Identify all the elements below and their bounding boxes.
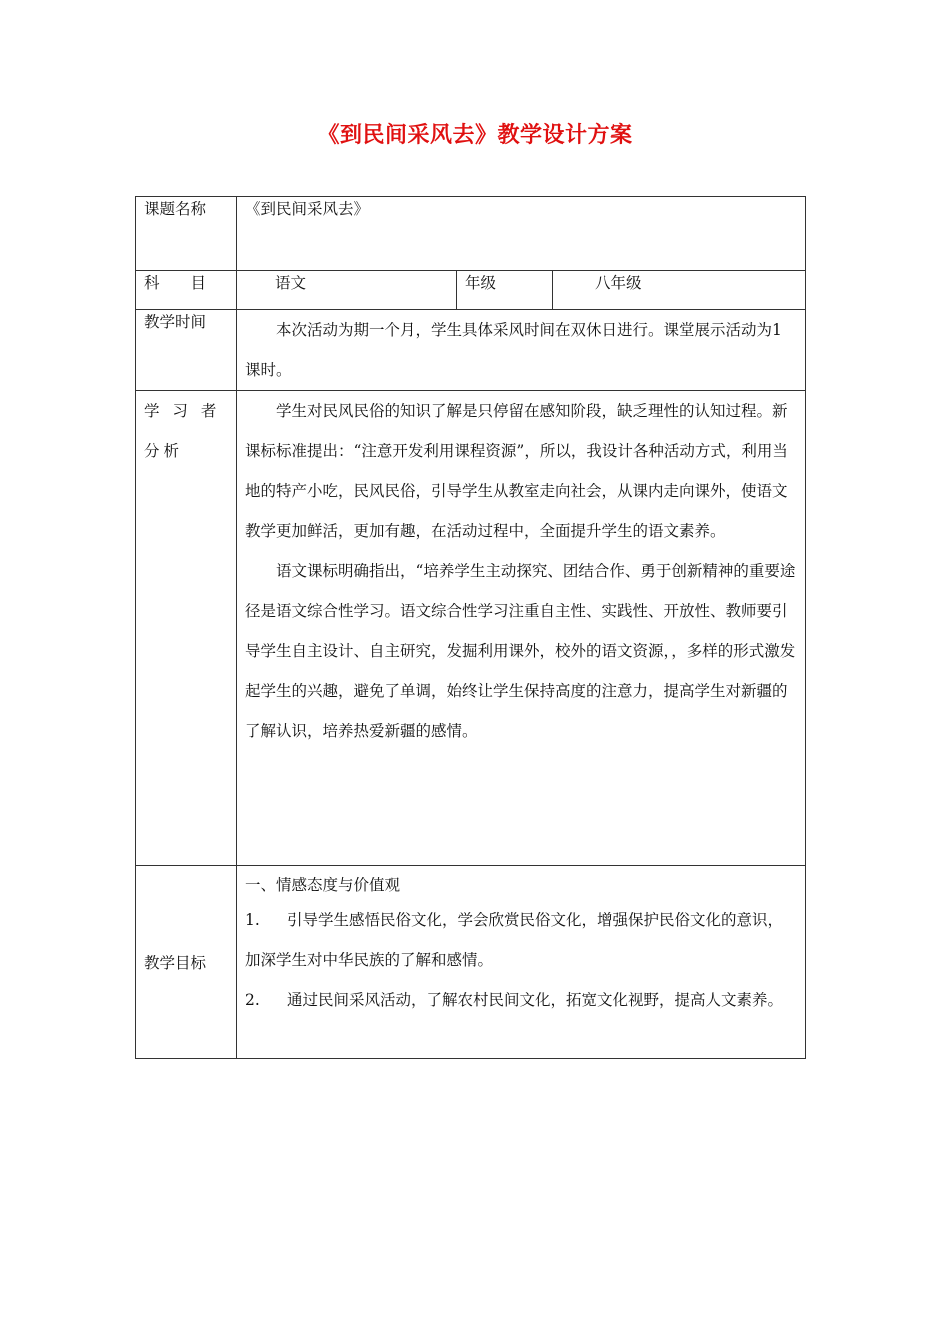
subject-label: 科 目 [136, 271, 237, 310]
table-row-analysis [136, 391, 806, 866]
analysis-paragraph-2: 语文课标明确指出，“培养学生主动探究、团结合作、勇于创新精神的重要途径是语文综合性学习。语文综合性学习注重自主性、实践性、开放性、教师要引导学生自主设计、自主研究，发掘利用课外，校外的语文资源，，多样的形式激发起学生的兴趣，避免了单调，始终让学生保持高度的注意力，提高学生对新疆的了解认识，培养热爱新疆的感情。 [245, 562, 796, 740]
subject-value: 语文 [237, 271, 457, 310]
goal-number: 2. [245, 991, 260, 1009]
goals-cell [237, 866, 806, 1059]
table-row-goals [136, 866, 806, 1059]
topic-label: 课题名称 [136, 197, 237, 271]
topic-value: 《到民间采风去》 [237, 197, 806, 271]
analysis-label: 学 习 者 分析 [136, 391, 237, 866]
time-value: 本次活动为期一个月，学生具体采风时间在双休日进行。课堂展示活动为1课时。 [245, 321, 782, 379]
document-title: 《到民间采风去》教学设计方案 [317, 122, 633, 148]
lesson-plan-table [135, 196, 806, 1059]
analysis-cell [237, 391, 806, 866]
goal-item-2 [245, 980, 797, 1020]
table-row-subject [136, 271, 806, 310]
grade-label: 年级 [457, 271, 553, 310]
goals-label: 教学目标 [136, 866, 237, 1059]
time-label: 教学时间 [136, 310, 237, 391]
table-row-topic [136, 197, 806, 271]
grade-value: 八年级 [553, 271, 806, 310]
goal-number: 1. [245, 911, 260, 929]
time-cell [237, 310, 806, 391]
goal-text: 引导学生感悟民俗文化，学会欣赏民俗文化，增强保护民俗文化的意识，加深学生对中华民族的了解和感情。 [245, 911, 784, 969]
goal-text: 通过民间采风活动，了解农村民间文化，拓宽文化视野，提高人文素养。 [287, 991, 784, 1009]
goal-item-1 [245, 900, 797, 980]
analysis-paragraph-1: 学生对民风民俗的知识了解是只停留在感知阶段，缺乏理性的认知过程。新课标标准提出：“注意开发利用课程资源”，所以，我设计各种活动方式，利用当地的特产小吃，民风民俗，引导学生从教室走向社会，从课内走向课外，使语文教学更加鲜活，更加有趣，在活动过程中，全面提升学生的语文素养。 [245, 402, 788, 540]
goals-heading: 一、情感态度与价值观 [245, 876, 401, 894]
table-row-time [136, 310, 806, 391]
